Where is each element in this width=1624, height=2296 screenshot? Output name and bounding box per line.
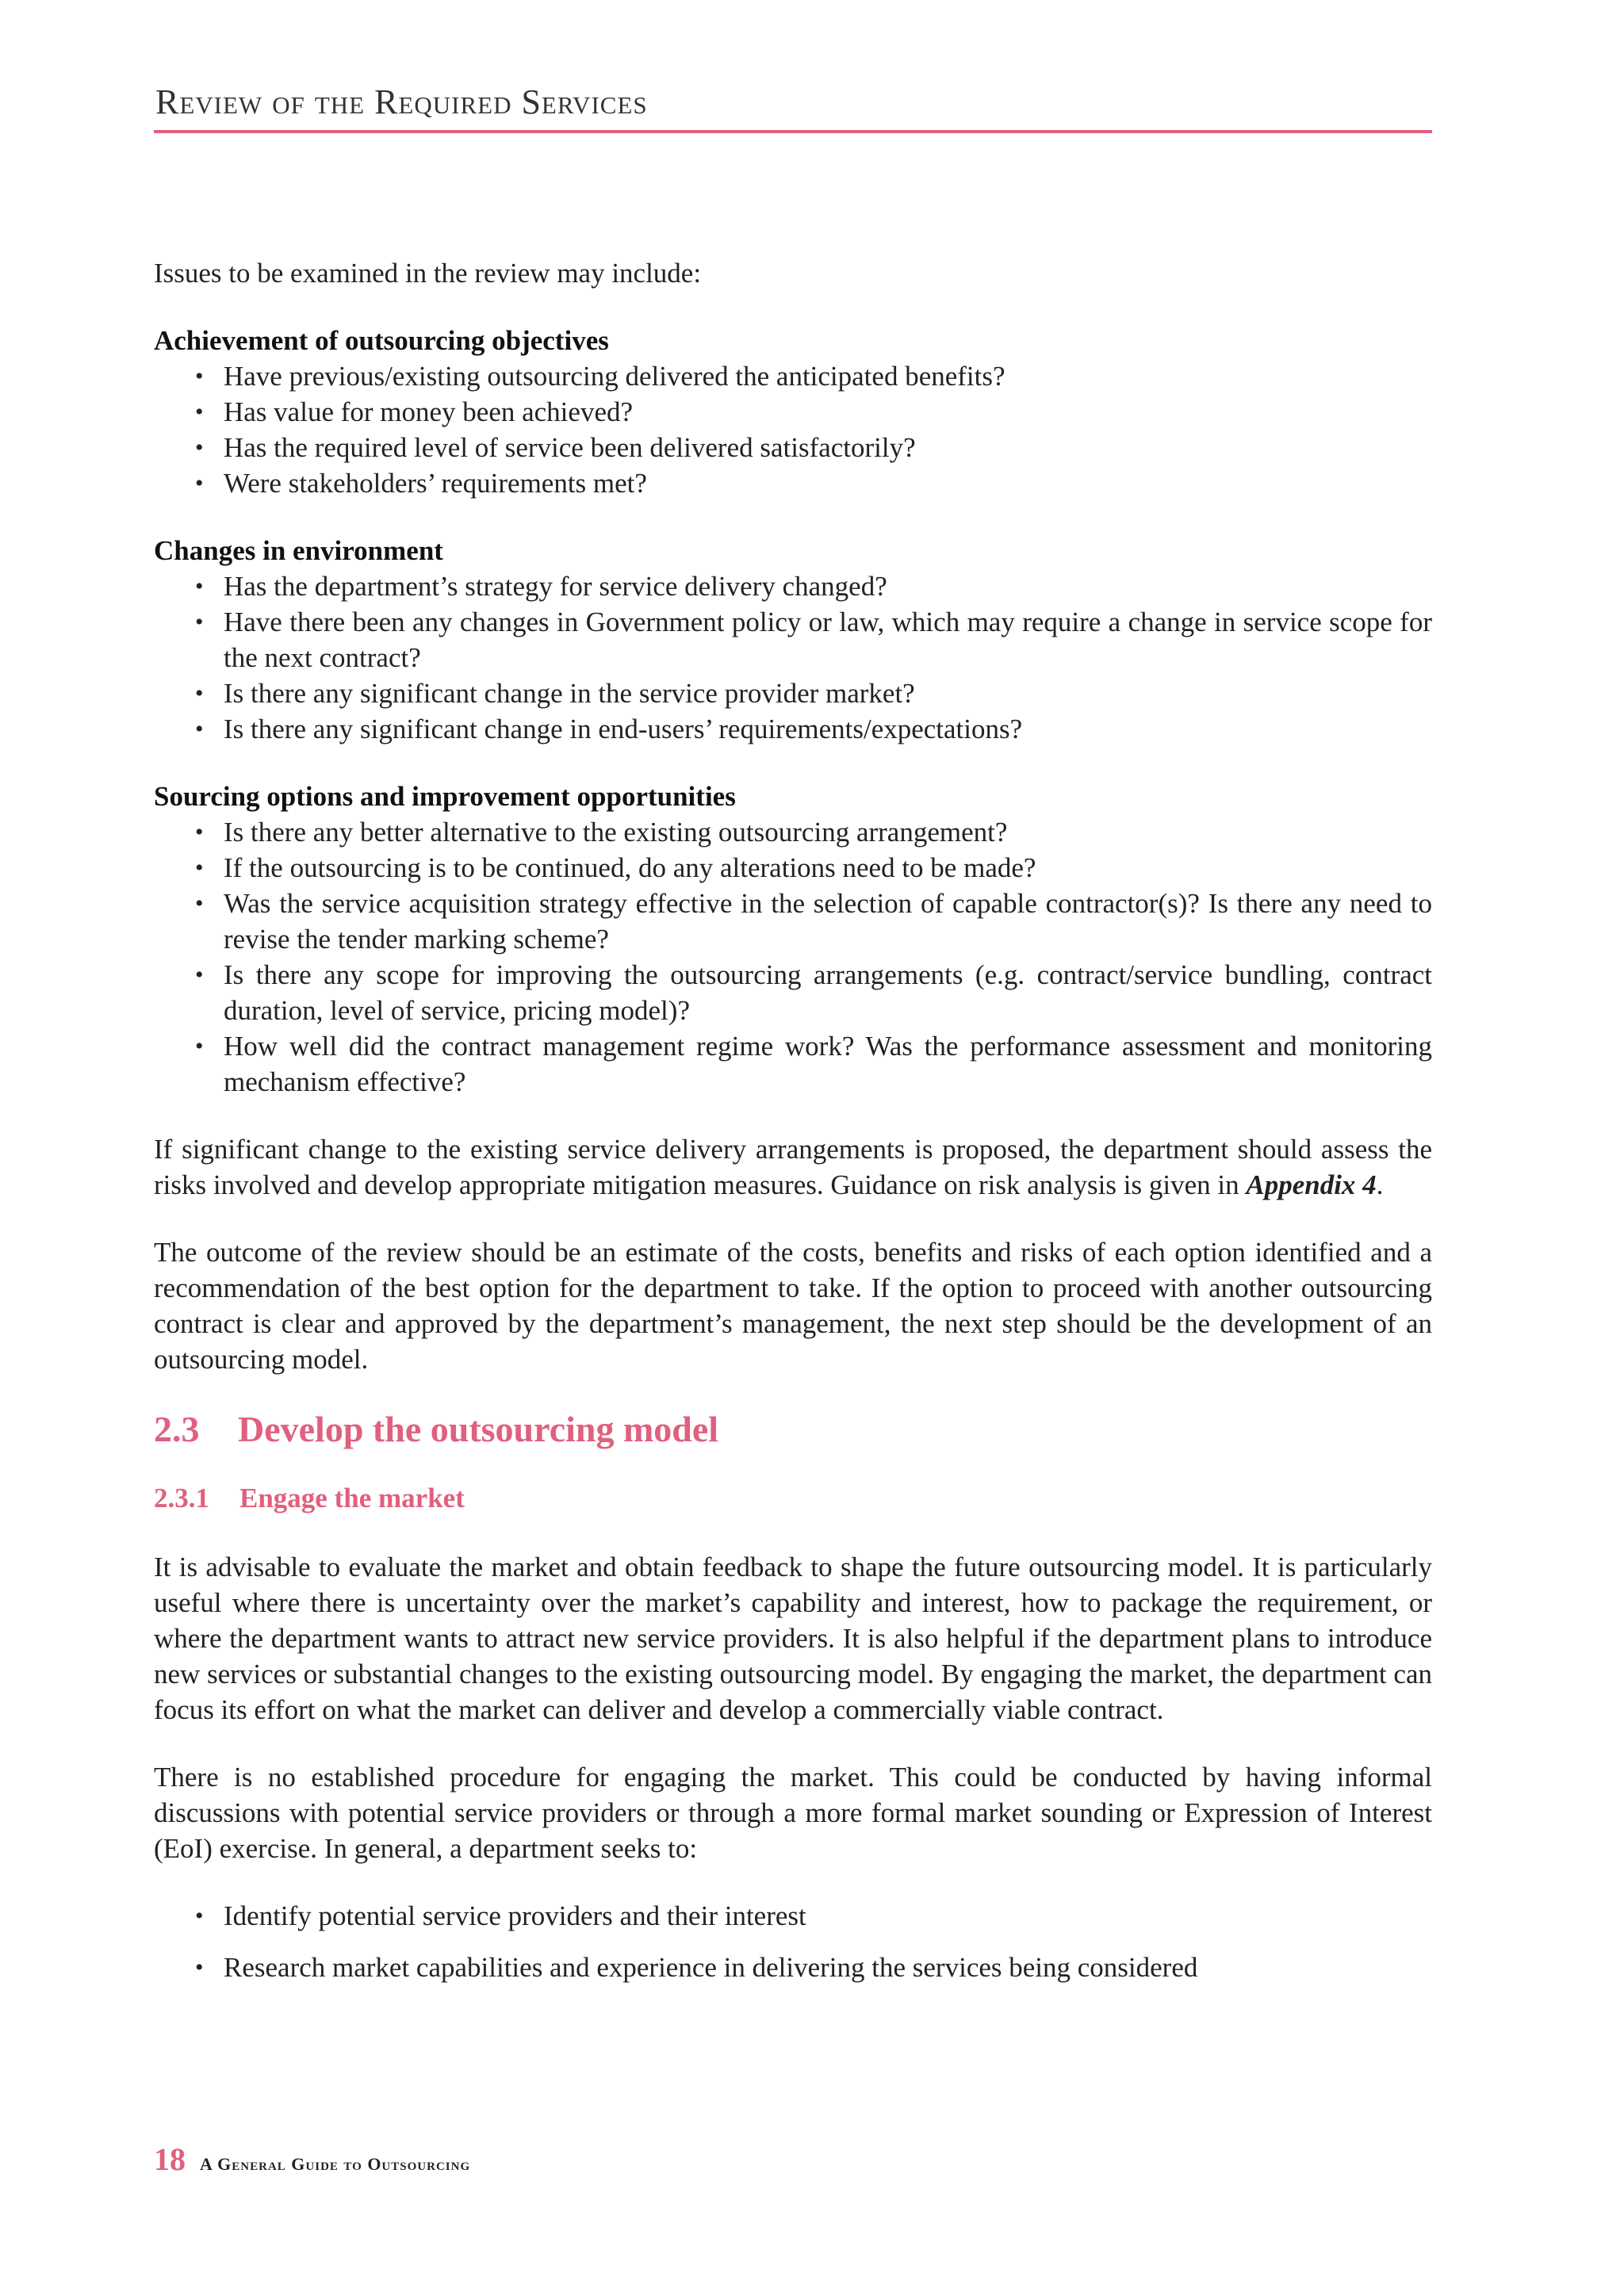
list-item: • Has value for money been achieved? <box>154 394 1432 430</box>
section-number: 2.3 <box>154 1409 200 1449</box>
list-item: • Were stakeholders’ requirements met? <box>154 465 1432 501</box>
list-item: • Identify potential service providers and their interest <box>154 1898 1432 1934</box>
bullet-list <box>154 568 1432 747</box>
bullet-icon: • <box>195 962 204 988</box>
list-item: • Is there any significant change in end-users’ requirements/expectations? <box>154 711 1432 747</box>
list-item: • Is there any better alternative to the existing outsourcing arrangement? <box>154 814 1432 850</box>
list-item: • Is there any significant change in the service provider market? <box>154 675 1432 711</box>
page-number: 18 <box>154 2141 186 2177</box>
body-text <box>154 255 1432 2001</box>
section-heading: Changes in environment <box>154 535 443 566</box>
review-section-objectives <box>154 323 1432 501</box>
bullet-icon: • <box>195 399 204 425</box>
market-paragraph-2: There is no established procedure for engaging the market. This could be conducted by having informal discussions with potential service providers or through a more formal market sounding or Expression of Interest (EoI) exercise. In general, a department seeks to: <box>154 1762 1432 1864</box>
bullet-icon: • <box>195 573 204 599</box>
subsection-title: Engage the market <box>239 1483 465 1513</box>
bullet-icon: • <box>195 609 204 635</box>
bullet-icon: • <box>195 363 204 389</box>
subsection-heading-2-3-1 <box>154 1480 1432 1516</box>
bullet-icon: • <box>195 470 204 496</box>
bullet-icon: • <box>195 819 204 845</box>
intro-text: Issues to be examined in the review may include: <box>154 258 702 289</box>
bullet-icon: • <box>195 1033 204 1059</box>
bullet-icon: • <box>195 1954 204 1980</box>
review-section-environment <box>154 533 1432 747</box>
section-heading: Sourcing options and improvement opportunities <box>154 781 736 812</box>
appendix-link[interactable]: Appendix 4 <box>1246 1169 1377 1200</box>
section-heading: Achievement of outsourcing objectives <box>154 325 609 356</box>
section-title: Develop the outsourcing model <box>238 1409 719 1449</box>
running-header-title: Review of the Required Services <box>155 82 648 121</box>
list-item: • How well did the contract management regime work? Was the performance assessment and monitoring mechanism effective? <box>154 1028 1432 1100</box>
page-footer <box>154 2141 470 2180</box>
list-item: • Has the required level of service been delivered satisfactorily? <box>154 430 1432 465</box>
review-section-sourcing-options <box>154 779 1432 1100</box>
risk-paragraph: If significant change to the existing service delivery arrangements is proposed, the department should assess the risks involved and develop appropriate mitigation measures. Guidance on risk analysis is given in Appendix 4. <box>154 1134 1432 1200</box>
section-heading-2-3 <box>154 1406 1432 1453</box>
bullet-list <box>154 814 1432 1100</box>
list-item: • Has the department’s strategy for service delivery changed? <box>154 568 1432 604</box>
bullet-icon: • <box>195 434 204 461</box>
bullet-icon: • <box>195 890 204 916</box>
list-item: • If the outsourcing is to be continued, do any alterations need to be made? <box>154 850 1432 886</box>
market-paragraph-1: It is advisable to evaluate the market and obtain feedback to shape the future outsourcing model. It is particularly useful where there is uncertainty over the market’s capability and interest, how to package the requirement, or where the department wants to attract new service providers. It is also helpful if the department plans to introduce new services or substantial changes to the existing outsourcing model. By engaging the market, the department can focus its effort on what the market can deliver and develop a commercially viable contract. <box>154 1552 1432 1725</box>
bullet-icon: • <box>195 1903 204 1929</box>
bullet-icon: • <box>195 855 204 881</box>
list-item: • Was the service acquisition strategy effective in the selection of capable contractor(s)? Is there any need to revise the tender marking scheme? <box>154 886 1432 957</box>
bullet-icon: • <box>195 680 204 706</box>
list-item: • Have previous/existing outsourcing delivered the anticipated benefits? <box>154 358 1432 394</box>
list-item: • Research market capabilities and experience in delivering the services being considered <box>154 1950 1432 1985</box>
outcome-paragraph: The outcome of the review should be an estimate of the costs, benefits and risks of each option identified and a recommendation of the best option for the department to take. If the option to proceed with another outsourcing contract is clear and approved by the department’s management, the next step should be the development of an outsourcing model. <box>154 1237 1432 1375</box>
bullet-list <box>154 358 1432 501</box>
bullet-icon: • <box>195 716 204 742</box>
subsection-number: 2.3.1 <box>154 1483 209 1513</box>
list-item: • Is there any scope for improving the outsourcing arrangements (e.g. contract/service bundling, contract duration, level of service, pricing model)? <box>154 957 1432 1028</box>
market-bullet-list <box>154 1898 1432 1985</box>
list-item: • Have there been any changes in Government policy or law, which may require a change in service scope for the next contract? <box>154 604 1432 675</box>
running-header <box>154 78 1432 133</box>
footer-title: A General Guide to Outsourcing <box>200 2154 471 2174</box>
